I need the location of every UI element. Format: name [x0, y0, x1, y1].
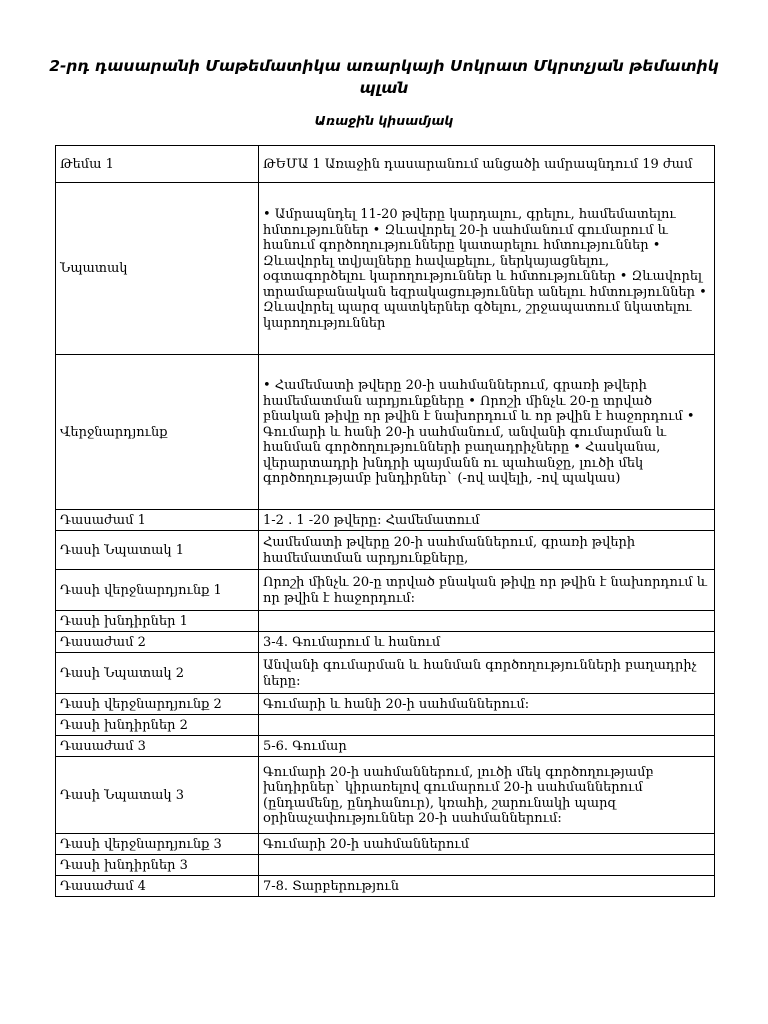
- table-row: [56, 834, 715, 855]
- row-label: Դասի վերջնարդյունք 1: [56, 570, 259, 611]
- table-row: [56, 757, 715, 834]
- row-label: Դասաժամ 2: [56, 632, 259, 653]
- table-row: [56, 694, 715, 715]
- table-row: [56, 183, 715, 355]
- row-value: ԹԵՄԱ 1 Առաջին դասարանում անցածի ամրապնդում 19 ժամ: [259, 146, 715, 183]
- document-title: 2-րդ դասարանի Մաթեմատիկա առարկայի Սոկրատ Մկրտչյան թեմատիկ պլան: [49, 57, 719, 97]
- row-label: Դասաժամ 4: [56, 876, 259, 897]
- row-value: 1-2 . 1 -20 թվերը: Համեմատում: [259, 510, 715, 531]
- table-row: [56, 146, 715, 183]
- row-value: • Ամրապնդել 11-20 թվերը կարդալու, գրելու, համեմատելու հմտություններ • Զևավորել 20-ի սահմանում գումարում և հանում գործողությունները կատարելու հմտություններ • Զևավորել տվյալները հավաքելու, ներկայացնելու, օգտագործելու կարողություններ և հմտություններ • Զևավորել տրամաբանական եզրակացություններ անելու հմտություններ • Զևավորել պարզ պատկերներ գծելու, շրջապատում նկատելու կարողություններ: [259, 183, 715, 355]
- table-row: [56, 715, 715, 736]
- row-label: Թեմա 1: [56, 146, 259, 183]
- row-label: Դասի Նպատակ 3: [56, 757, 259, 834]
- row-label: Դասաժամ 1: [56, 510, 259, 531]
- row-label: Դասի խնդիրներ 3: [56, 855, 259, 876]
- row-value: Անվանի գումարման և հանման գործողությունների բաղադրիչ ները:: [259, 653, 715, 694]
- row-value: • Համեմատի թվերը 20-ի սահմաններում, գրառի թվերի համեմատման արդյունքները • Որոշի մինչև 20-ը տրված բնական թիվը որ թվին է նախորդում և որ թվին է հաջորդում • Գումարի և հանի 20-ի սահմանում, անվանի գումարման և հանման գործողությունների բաղադրիչները • Հասկանա, վերարտադրի խնդրի պայմանն ու պահանջը, լուծի մեկ գործողությամբ խնդիրներ` (-ով ավելի, -ով պակաս): [259, 355, 715, 510]
- row-value: [259, 611, 715, 632]
- row-value: 5-6. Գումար: [259, 736, 715, 757]
- table-row: [56, 510, 715, 531]
- table-row: [56, 570, 715, 611]
- row-value: 7-8. Տարբերություն: [259, 876, 715, 897]
- row-label: Դասի վերջնարդյունք 3: [56, 834, 259, 855]
- table-row: [56, 736, 715, 757]
- table-row: [56, 632, 715, 653]
- row-value: Գումարի և հանի 20-ի սահմաններում:: [259, 694, 715, 715]
- row-value: [259, 715, 715, 736]
- row-label: Վերջնարդյունք: [56, 355, 259, 510]
- row-value: [259, 855, 715, 876]
- row-value: Գումարի 20-ի սահմաններում: [259, 834, 715, 855]
- row-label: Դասի Նպատակ 2: [56, 653, 259, 694]
- table-row: [56, 876, 715, 897]
- row-label: Դասի վերջնարդյունք 2: [56, 694, 259, 715]
- row-value: Որոշի մինչև 20-ը տրված բնական թիվը որ թվին է նախորդում և որ թվին է հաջորդում:: [259, 570, 715, 611]
- table-row: [56, 531, 715, 570]
- row-label: Դասաժամ 3: [56, 736, 259, 757]
- row-label: Դասի խնդիրներ 2: [56, 715, 259, 736]
- table-row: [56, 855, 715, 876]
- document-subtitle: Առաջին կիսամյակ: [314, 113, 454, 128]
- table-row: [56, 355, 715, 510]
- row-value: 3-4. Գումարում և հանում: [259, 632, 715, 653]
- row-label: Դասի Նպատակ 1: [56, 531, 259, 570]
- row-label: Դասի խնդիրներ 1: [56, 611, 259, 632]
- row-value: Գումարի 20-ի սահմաններում, լուծի մեկ գործողությամբ խնդիրներ` կիրառելով գումարում 20-ի սահմաններում (ընդամենը, ընդհանուր), կռահի, շարունակի պարզ օրինաչափություններ 20-ի սահմաններում:: [259, 757, 715, 834]
- thematic-plan-table: [55, 145, 715, 897]
- table-row: [56, 611, 715, 632]
- row-value: Համեմատի թվերը 20-ի սահմաններում, գրառի թվերի համեմատման արդյունքները,: [259, 531, 715, 570]
- row-label: Նպատակ: [56, 183, 259, 355]
- table-row: [56, 653, 715, 694]
